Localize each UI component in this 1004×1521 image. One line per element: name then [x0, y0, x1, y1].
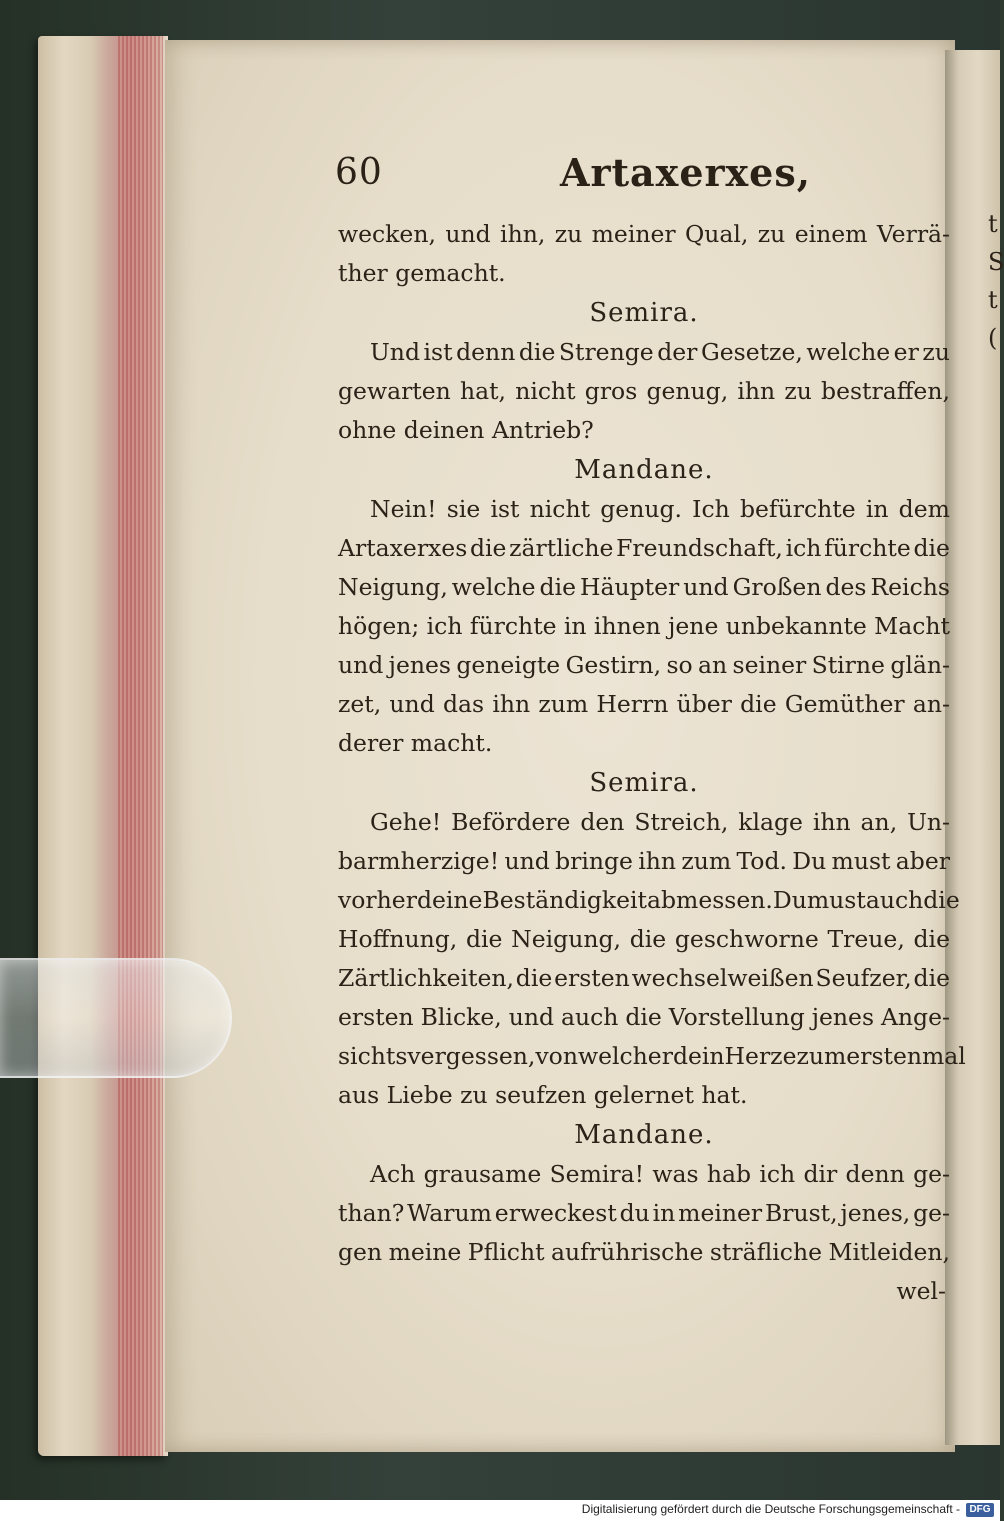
word: meine — [388, 1238, 462, 1266]
word: ihn — [492, 690, 531, 718]
word: die — [539, 573, 576, 601]
running-title: Artaxerxes, — [560, 150, 811, 195]
word: Gehe! — [370, 808, 442, 836]
word: der — [657, 338, 698, 366]
word: sie — [446, 495, 481, 523]
speaker-heading: Semira. — [589, 768, 699, 798]
word: nicht — [515, 377, 576, 405]
word: an — [698, 651, 728, 679]
word: Neigung, — [511, 925, 621, 953]
word: die — [913, 925, 950, 953]
word: so — [666, 651, 693, 679]
word: ich — [759, 1160, 796, 1188]
word: die — [629, 925, 667, 953]
word: zet, — [338, 690, 382, 718]
word: und — [389, 690, 435, 718]
word: klage — [738, 808, 803, 836]
text-line: ohne deinen Antrieb? — [338, 416, 594, 444]
word: in — [652, 1199, 676, 1227]
word: Ange- — [880, 1003, 950, 1031]
dfg-logo: DFG — [966, 1503, 994, 1517]
word: Stirne — [811, 651, 885, 679]
word: Blicke, — [420, 1003, 502, 1031]
word: jene — [668, 612, 719, 640]
word: und — [683, 573, 729, 601]
word: von — [535, 1042, 578, 1070]
word: ersten — [554, 964, 630, 992]
word: die — [518, 338, 556, 366]
word: und — [504, 847, 550, 875]
word: ihn, — [500, 220, 546, 248]
text-line — [338, 333, 950, 372]
word: Freundschaft, — [616, 534, 783, 562]
word: hab — [706, 1160, 752, 1188]
word: und — [508, 1003, 555, 1031]
word: die — [740, 690, 777, 718]
word: zärtliche — [509, 534, 614, 562]
text-line — [338, 215, 950, 254]
text-line — [338, 881, 960, 920]
word: auch — [865, 886, 924, 914]
word: aber — [895, 847, 950, 875]
word: genug, — [646, 377, 729, 405]
word: Tod. — [736, 847, 787, 875]
text-line — [338, 1037, 966, 1076]
word: ihn — [737, 377, 776, 405]
word: Neigung, — [338, 573, 448, 601]
text-line: aus Liebe zu seufzen gelernet hat. — [338, 1081, 748, 1109]
footer-credit: Digitalisierung gefördert durch die Deutsche Forschungsgemeinschaft - — [581, 1502, 960, 1516]
word: hat, — [459, 377, 507, 405]
word: die — [913, 964, 950, 992]
word: Seufzer, — [815, 964, 912, 992]
word: dein — [672, 1042, 725, 1070]
word: gewarten — [338, 377, 451, 405]
page-number: 60 — [335, 152, 383, 193]
page-body-text — [338, 215, 966, 1311]
word: geneigte — [456, 651, 561, 679]
word: Herrn — [596, 690, 669, 718]
word: zu — [554, 220, 583, 248]
word: gen — [338, 1238, 383, 1266]
word: högen; — [338, 612, 420, 640]
word: das — [442, 690, 485, 718]
word: zum — [681, 847, 732, 875]
word: und — [338, 651, 384, 679]
text-line — [338, 1155, 950, 1194]
word: Reichs — [870, 573, 950, 601]
word: meiner — [591, 220, 676, 248]
word: sträfliche — [709, 1238, 822, 1266]
word: jenes, — [840, 1199, 911, 1227]
text-line — [338, 920, 950, 959]
speaker-heading: Semira. — [589, 298, 699, 328]
word: welche — [806, 338, 891, 366]
word: fürchte — [824, 534, 911, 562]
word: zu — [784, 377, 812, 405]
word: in — [865, 495, 889, 523]
book-page-edges — [38, 36, 168, 1456]
text-line — [338, 607, 950, 646]
page-header — [335, 150, 955, 210]
word: ge- — [913, 1199, 950, 1227]
word: ersten — [338, 1003, 414, 1031]
word: denn — [456, 338, 516, 366]
word: Zärtlichkeiten, — [338, 964, 514, 992]
word: genug. — [600, 495, 682, 523]
text-line: wel- — [896, 1277, 946, 1305]
word: zu — [757, 220, 786, 248]
word: gros — [584, 377, 638, 405]
word: Ich — [692, 495, 730, 523]
word: auch — [560, 1003, 619, 1031]
text-line — [338, 959, 950, 998]
word: Treue, — [827, 925, 905, 953]
word: must — [831, 847, 891, 875]
word: Un- — [907, 808, 950, 836]
word: abmessen. — [647, 886, 773, 914]
speaker-heading: Mandane. — [574, 455, 714, 485]
word: ihn — [812, 808, 851, 836]
word: deine — [416, 886, 483, 914]
word: unbekannte — [725, 612, 867, 640]
word: du — [619, 1199, 650, 1227]
text-line — [338, 646, 950, 685]
word: was — [652, 1160, 699, 1188]
text-line — [338, 998, 950, 1037]
word: zum — [538, 690, 589, 718]
bleed-glyph: ( — [988, 324, 998, 352]
text-line — [338, 529, 950, 568]
word: vergessen, — [407, 1042, 536, 1070]
word: must — [806, 886, 866, 914]
word: an, — [860, 808, 898, 836]
word: ge- — [913, 1160, 950, 1188]
word: Pflicht — [467, 1238, 545, 1266]
word: Ach — [370, 1160, 416, 1188]
word: Du — [772, 886, 807, 914]
word: ihnen — [593, 612, 661, 640]
word: und — [445, 220, 491, 248]
word: welche — [451, 573, 536, 601]
word: bestraffen, — [821, 377, 950, 405]
word: Hoffnung, — [338, 925, 458, 953]
word: Gesetze, — [700, 338, 803, 366]
text-line — [338, 568, 950, 607]
word: den — [580, 808, 625, 836]
word: geschworne — [674, 925, 819, 953]
word: Vorstellung — [668, 1003, 805, 1031]
digitization-footer — [0, 1500, 1000, 1521]
word: des — [825, 573, 867, 601]
word: seiner — [732, 651, 807, 679]
text-line — [338, 842, 950, 881]
word: einem — [794, 220, 868, 248]
word: Gemüther — [784, 690, 905, 718]
word: ihn — [638, 847, 677, 875]
word: welcher — [577, 1042, 673, 1070]
speaker-heading: Mandane. — [574, 1120, 714, 1150]
word: Herze — [724, 1042, 797, 1070]
word: Strenge — [558, 338, 654, 366]
word: erstenmal — [846, 1042, 966, 1070]
word: barmherzige! — [338, 847, 500, 875]
text-line: ther gemacht. — [338, 259, 506, 287]
word: nicht — [529, 495, 591, 523]
word: glän- — [890, 651, 950, 679]
text-line — [338, 372, 950, 411]
word: Großen — [732, 573, 822, 601]
text-line — [338, 685, 950, 724]
word: er — [893, 338, 919, 366]
word: über — [676, 690, 732, 718]
word: jenes — [388, 651, 451, 679]
word: Streich, — [634, 808, 729, 836]
text-line — [338, 490, 950, 529]
bleed-glyph: t — [988, 210, 998, 238]
word: die — [515, 964, 553, 992]
word: ist — [490, 495, 520, 523]
word: ist — [423, 338, 453, 366]
word: jenes — [811, 1003, 874, 1031]
word: dir — [803, 1160, 838, 1188]
word: Du — [792, 847, 827, 875]
word: in — [563, 612, 587, 640]
text-line — [338, 803, 950, 842]
word: zu — [922, 338, 950, 366]
word: erweckest — [494, 1199, 617, 1227]
word: Warum — [407, 1199, 492, 1227]
word: Semira! — [549, 1160, 645, 1188]
word: Und — [370, 338, 420, 366]
word: Verrä- — [876, 220, 950, 248]
word: an- — [912, 690, 950, 718]
word: Mitleiden, — [828, 1238, 950, 1266]
word: Gestirn, — [565, 651, 662, 679]
word: Qual, — [685, 220, 749, 248]
word: wechselweißen — [631, 964, 814, 992]
word: wecken, — [338, 220, 436, 248]
word: fürchte — [469, 612, 557, 640]
word: Beständigkeit — [482, 886, 647, 914]
word: aufrührische — [551, 1238, 704, 1266]
word: Artaxerxes — [338, 534, 468, 562]
word: die — [913, 534, 950, 562]
word: die — [625, 1003, 662, 1031]
word: meiner — [678, 1199, 763, 1227]
word: die — [465, 925, 503, 953]
word: Befördere — [451, 808, 571, 836]
word: ich — [426, 612, 463, 640]
text-line: derer macht. — [338, 729, 493, 757]
word: befürchte — [739, 495, 856, 523]
bleed-glyph: S — [988, 248, 1004, 276]
word: Macht — [874, 612, 950, 640]
text-line — [338, 1233, 950, 1272]
word: grausame — [423, 1160, 542, 1188]
word: denn — [845, 1160, 905, 1188]
word: Brust, — [764, 1199, 838, 1227]
glass-ruler-overlay — [0, 958, 232, 1078]
word: bringe — [555, 847, 633, 875]
word: vorher — [338, 886, 417, 914]
word: die — [923, 886, 960, 914]
bleed-glyph: t — [988, 286, 998, 314]
word: dem — [898, 495, 950, 523]
text-line — [338, 1194, 950, 1233]
word: die — [469, 534, 507, 562]
word: Häupter — [579, 573, 680, 601]
word: sichts — [338, 1042, 408, 1070]
word: Nein! — [370, 495, 437, 523]
word: than? — [338, 1199, 405, 1227]
word: ich — [785, 534, 822, 562]
facing-page-bleed-text — [988, 205, 1004, 355]
word: zum — [796, 1042, 847, 1070]
